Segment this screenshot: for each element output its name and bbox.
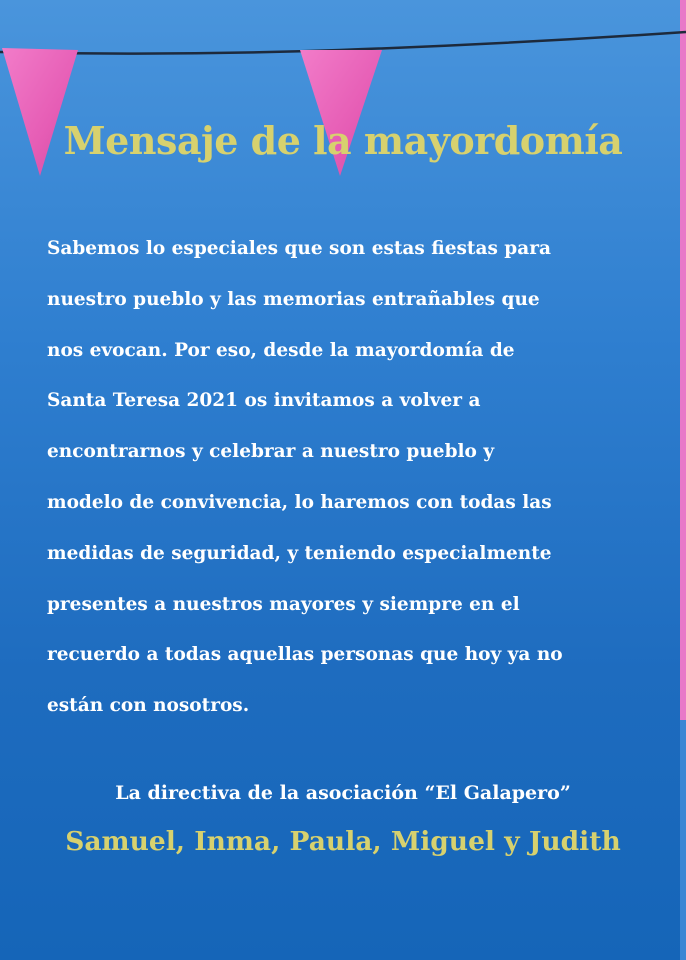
message-line: están con nosotros. bbox=[47, 695, 250, 717]
message-line: Santa Teresa 2021 os invitamos a volver a bbox=[47, 390, 481, 412]
message-line: recuerdo a todas aquellas personas que hoy ya no bbox=[47, 644, 563, 666]
message-body bbox=[47, 224, 647, 732]
message-line: presentes a nuestros mayores y siempre en el bbox=[47, 593, 520, 615]
member-names: Samuel, Inma, Paula, Miguel y Judith bbox=[65, 826, 621, 857]
signature-line: La directiva de la asociación “El Galapero” bbox=[115, 782, 571, 804]
message-line: nos evocan. Por eso, desde la mayordomía de bbox=[47, 339, 515, 361]
message-line: medidas de seguridad, y teniendo especialmente bbox=[47, 542, 552, 564]
message-line: modelo de convivencia, lo haremos con todas las bbox=[47, 491, 552, 513]
message-line: Sabemos lo especiales que son estas fiestas para bbox=[47, 238, 551, 259]
page-title: Mensaje de la mayordomía bbox=[63, 118, 623, 163]
message-line: nuestro pueblo y las memorias entrañables que bbox=[47, 288, 540, 310]
message-line: encontrarnos y celebrar a nuestro pueblo y bbox=[47, 441, 495, 463]
